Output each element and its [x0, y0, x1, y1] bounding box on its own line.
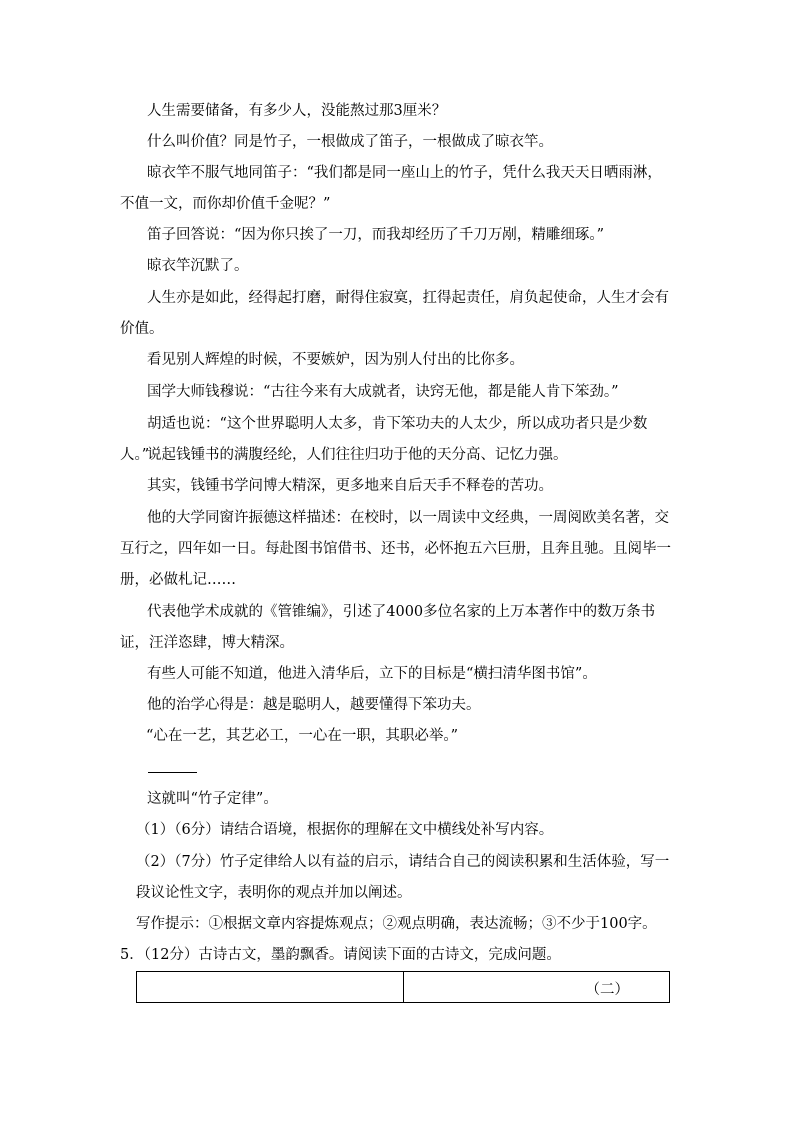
paragraph-15: 他的治学心得是：越是聪明人，越要懂得下笨功夫。	[147, 697, 481, 713]
paragraph-9: 胡适也说：“这个世界聪明人太多，肯下笨功夫的人太少，所以成功者只是少数人。”	[120, 416, 648, 463]
fill-in-blank-line	[148, 772, 197, 773]
paragraph-1: 人生需要储备，有多少人，没能熬过那3厘米？	[147, 103, 447, 119]
paragraph-2: 什么叫价值？同是竹子，一根做成了笛子，一根做成了晾衣竿。	[147, 134, 553, 150]
question-2-text: （2）（7分）竹子定律给人以有益的启示，请结合自己的阅读积累和生活体验，写一段议论性文字，表明你的观点并加以阐述。	[136, 854, 670, 901]
poem-table-cell-1	[137, 972, 404, 1002]
question-5: 5．（12分）古诗古文，墨韵飘香。请阅读下面的古诗文，完成问题。	[120, 947, 561, 963]
question-1: （1）（6分）请结合语境，根据你的理解在文中横线处补写内容。	[136, 822, 554, 838]
quote-line: “心在一艺，其艺必工，一心在一职，其职必举。”	[146, 728, 459, 744]
paragraph-11: 其实，钱锺书学问博大精深，更多地来自后天手不释卷的苦功。	[147, 478, 553, 494]
paragraph-4: 笛子回答说：“因为你只挨了一刀，而我却经历了千刀万剐，精雕细琢。”	[147, 227, 605, 243]
poem-table	[136, 971, 670, 1003]
poem-table-cell-2	[404, 972, 669, 1002]
paragraph-3: 晾衣竿不服气地同笛子：“我们都是同一座山上的竹子，凭什么我天天日晒雨淋，不值一文，而你却价值千金呢？”	[120, 165, 662, 212]
writing-tip: 写作提示：①根据文章内容提炼观点；②观点明确，表达流畅；③不少于100字。	[136, 916, 657, 932]
paragraph-12: 他的大学同窗许振德这样描述：在校时，以一周读中文经典，一周阅欧美名著，交互行之，四年如一日。每赴图书馆借书、还书，必怀抱五六巨册，且奔且驰。且阅毕一册，必做札记……	[120, 510, 671, 588]
paragraph-8: 国学大师钱穆说：“古往今来有大成就者，诀窍无他，都是能人肯下笨劲。”	[147, 384, 619, 400]
paragraph-13: 代表他学术成就的《管锥编》，引述了4000多位名家的上万本著作中的数万条书证，汪洋恣肆，博大精深。	[120, 604, 656, 651]
paragraph-14: 有些人可能不知道，他进入清华后，立下的目标是“横扫清华图书馆”。	[147, 666, 597, 682]
paragraph-5: 晾衣竿沉默了。	[147, 258, 249, 274]
paragraph-6: 人生亦是如此，经得起打磨，耐得住寂寞，扛得起责任，肩负起使命，人生才会有价值。	[120, 290, 669, 337]
paragraph-17: 这就叫“竹子定律”。	[147, 791, 278, 807]
poem-table-header-2: （二）	[585, 982, 629, 998]
question-2	[136, 847, 676, 909]
paragraph-7: 看见别人辉煌的时候，不要嫉妒，因为别人付出的比你多。	[147, 352, 524, 368]
paragraph-10: 说起钱锺书的满腹经纶，人们往往归功于他的天分高、记忆力强。	[147, 447, 568, 463]
